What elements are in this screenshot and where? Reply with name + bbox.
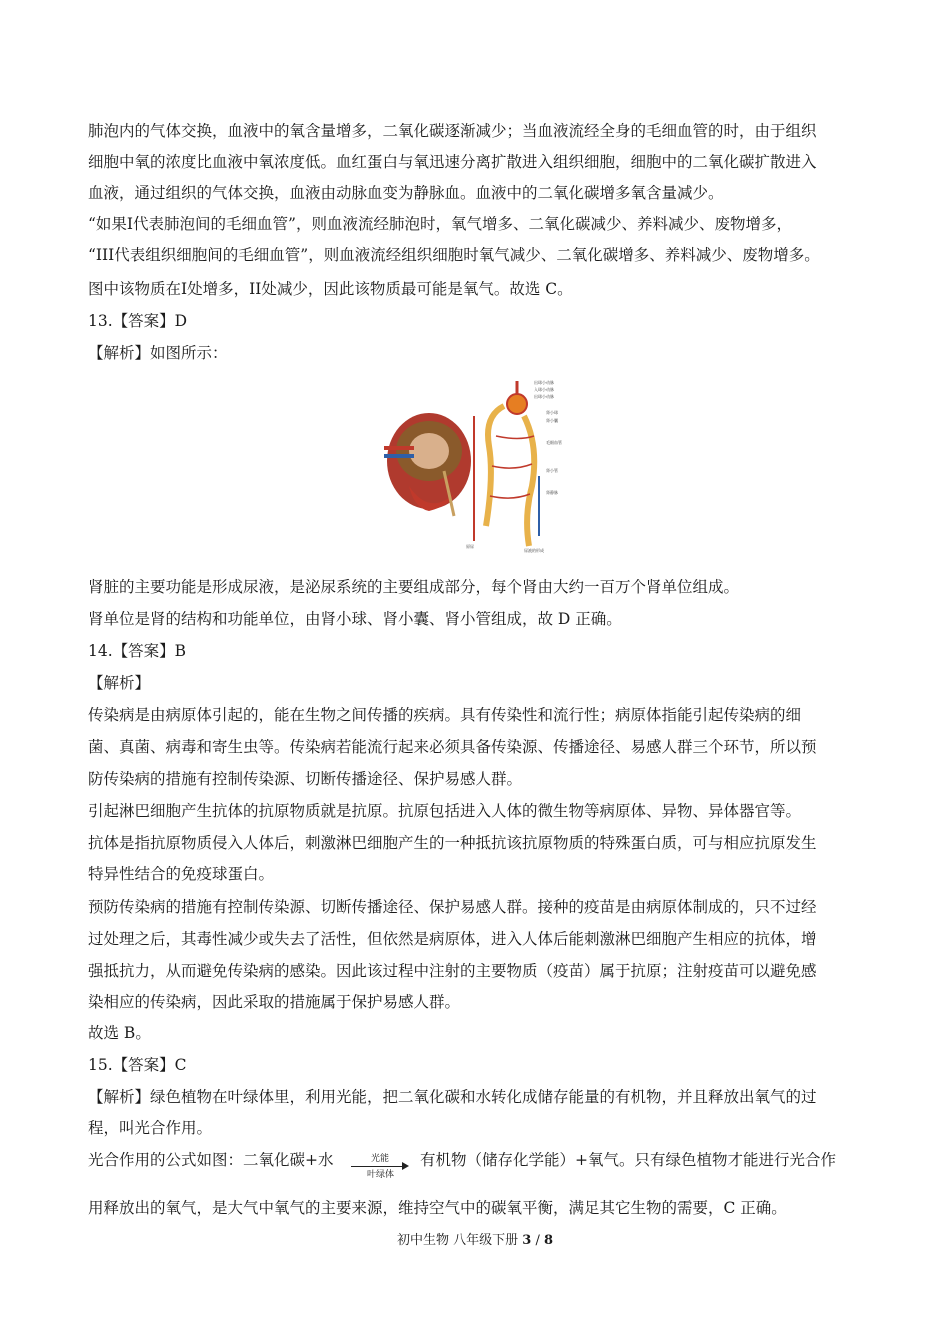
- analysis-heading-14: 【解析】: [88, 674, 151, 692]
- fig-label: 肾小囊: [546, 418, 558, 423]
- text-line: 传染病是由病原体引起的，能在生物之间传播的疾病。具有传染性和流行性；病原体指能引起传染病的细: [88, 706, 802, 724]
- text-line: 特异性结合的免疫球蛋白。: [88, 865, 275, 883]
- renal-vein: [384, 454, 414, 458]
- text-line: 染相应的传染病，因此采取的措施属于保护易感人群。: [88, 993, 461, 1011]
- text-line: 强抵抗力，从而避免传染病的感染。因此该过程中注射的主要物质（疫苗）属于抗原；注射疫苗可以避免感: [88, 962, 817, 980]
- answer-heading-13: 13.【答案】D: [88, 312, 188, 330]
- fig-label: 原尿: [466, 544, 474, 549]
- footer-subject: 初中生物 八年级下册: [396, 1233, 519, 1248]
- text-line: 血液，通过组织的气体交换，血液由动脉血变为静脉血。血液中的二氧化碳增多氧含量减少。: [88, 184, 724, 202]
- fig-label: 毛细血管: [546, 440, 562, 445]
- kidney-nephron-figure: [374, 376, 574, 556]
- text-line: 肺泡内的气体交换，血液中的氧含量增多，二氧化碳逐渐减少；当血液流经全身的毛细血管的时，由于组织: [88, 122, 817, 140]
- arrow-condition-chloroplast: 叶绿体: [367, 1170, 395, 1180]
- text-line: 肾单位是肾的结构和功能单位，由肾小球、肾小囊、肾小管组成，故 D 正确。: [88, 610, 622, 628]
- fig-label: 出球小动脉: [534, 394, 554, 399]
- text-line: “III代表组织细胞间的毛细血管”，则血液流经组织细胞时氧气减少、二氧化碳增多、养料减少、废物增多。: [88, 246, 820, 264]
- text-line: 图中该物质在I处增多，II处减少，因此该物质最可能是氧气。故选 C。: [88, 280, 573, 298]
- fig-label: 肾小球: [546, 410, 558, 415]
- text-line: 预防传染病的措施有控制传染源、切断传播途径、保护易感人群。接种的疫苗是由病原体制成的，只不过经: [88, 898, 817, 916]
- fig-label: 尿液的形成: [524, 548, 544, 553]
- text-line: 防传染病的措施有控制传染源、切断传播途径、保护易感人群。: [88, 770, 523, 788]
- arrow-head-icon: [402, 1162, 409, 1170]
- formula-right: 有机物（储存化学能）+氧气。只有绿色植物才能进行光合作: [420, 1151, 836, 1169]
- arrow-condition-light: 光能: [371, 1154, 390, 1164]
- text-line: “如果I代表肺泡间的毛细血管”，则血液流经肺泡时，氧气增多、二氧化碳减少、养料减少、废物增多，: [88, 215, 792, 233]
- fig-label: 肾小管: [546, 468, 558, 473]
- glomerulus: [507, 394, 527, 414]
- answer-heading-14: 14.【答案】B: [88, 642, 187, 660]
- fig-label: 入球小动脉: [534, 387, 554, 392]
- page-footer: [0, 1232, 950, 1250]
- fig-label: 出球小动脉: [534, 380, 554, 385]
- footer-total-pages: 8: [543, 1233, 554, 1248]
- text-line: 【解析】绿色植物在叶绿体里，利用光能，把二氧化碳和水转化成储存能量的有机物，并且释放出氧气的过: [88, 1088, 817, 1106]
- footer-page-number: 3: [522, 1233, 532, 1248]
- text-line: 过处理之后，其毒性减少或失去了活性，但依然是病原体，进入人体后能刺激淋巴细胞产生相应的抗体，增: [88, 930, 817, 948]
- capillary-network: [490, 436, 534, 498]
- text-line: 程，叫光合作用。: [88, 1119, 213, 1137]
- fig-label: 肾静脉: [546, 490, 558, 495]
- text-line: 故选 B。: [88, 1024, 151, 1042]
- renal-tubule-2: [524, 416, 534, 546]
- footer-separator: /: [535, 1233, 540, 1248]
- formula-left: 光合作用的公式如图：二氧化碳+水: [88, 1151, 334, 1169]
- text-line: 细胞中氧的浓度比血液中氧浓度低。血红蛋白与氧迅速分离扩散进入组织细胞，细胞中的二氧化碳扩散进入: [88, 153, 817, 171]
- text-line: 引起淋巴细胞产生抗体的抗原物质就是抗原。抗原包括进入人体的微生物等病原体、异物、异体器官等。: [88, 802, 802, 820]
- answer-heading-15: 15.【答案】C: [88, 1056, 187, 1074]
- text-line: 抗体是指抗原物质侵入人体后，刺激淋巴细胞产生的一种抵抗该抗原物质的特殊蛋白质，可与相应抗原发生: [88, 834, 817, 852]
- text-line: 用释放出的氧气，是大气中氧气的主要来源，维持空气中的碳氧平衡，满足其它生物的需要，C 正确。: [88, 1199, 787, 1217]
- renal-artery: [384, 446, 414, 450]
- analysis-heading-13: 【解析】如图所示：: [88, 344, 228, 362]
- kidney-medulla: [409, 433, 449, 469]
- text-line: 肾脏的主要功能是形成尿液，是泌尿系统的主要组成部分，每个肾由大约一百万个肾单位组成。: [88, 578, 740, 596]
- arrow-line: [351, 1166, 407, 1167]
- reaction-arrow: [349, 1150, 411, 1184]
- text-line: 菌、真菌、病毒和寄生虫等。传染病若能流行起来必须具备传染源、传播途径、易感人群三个环节，所以预: [88, 738, 817, 756]
